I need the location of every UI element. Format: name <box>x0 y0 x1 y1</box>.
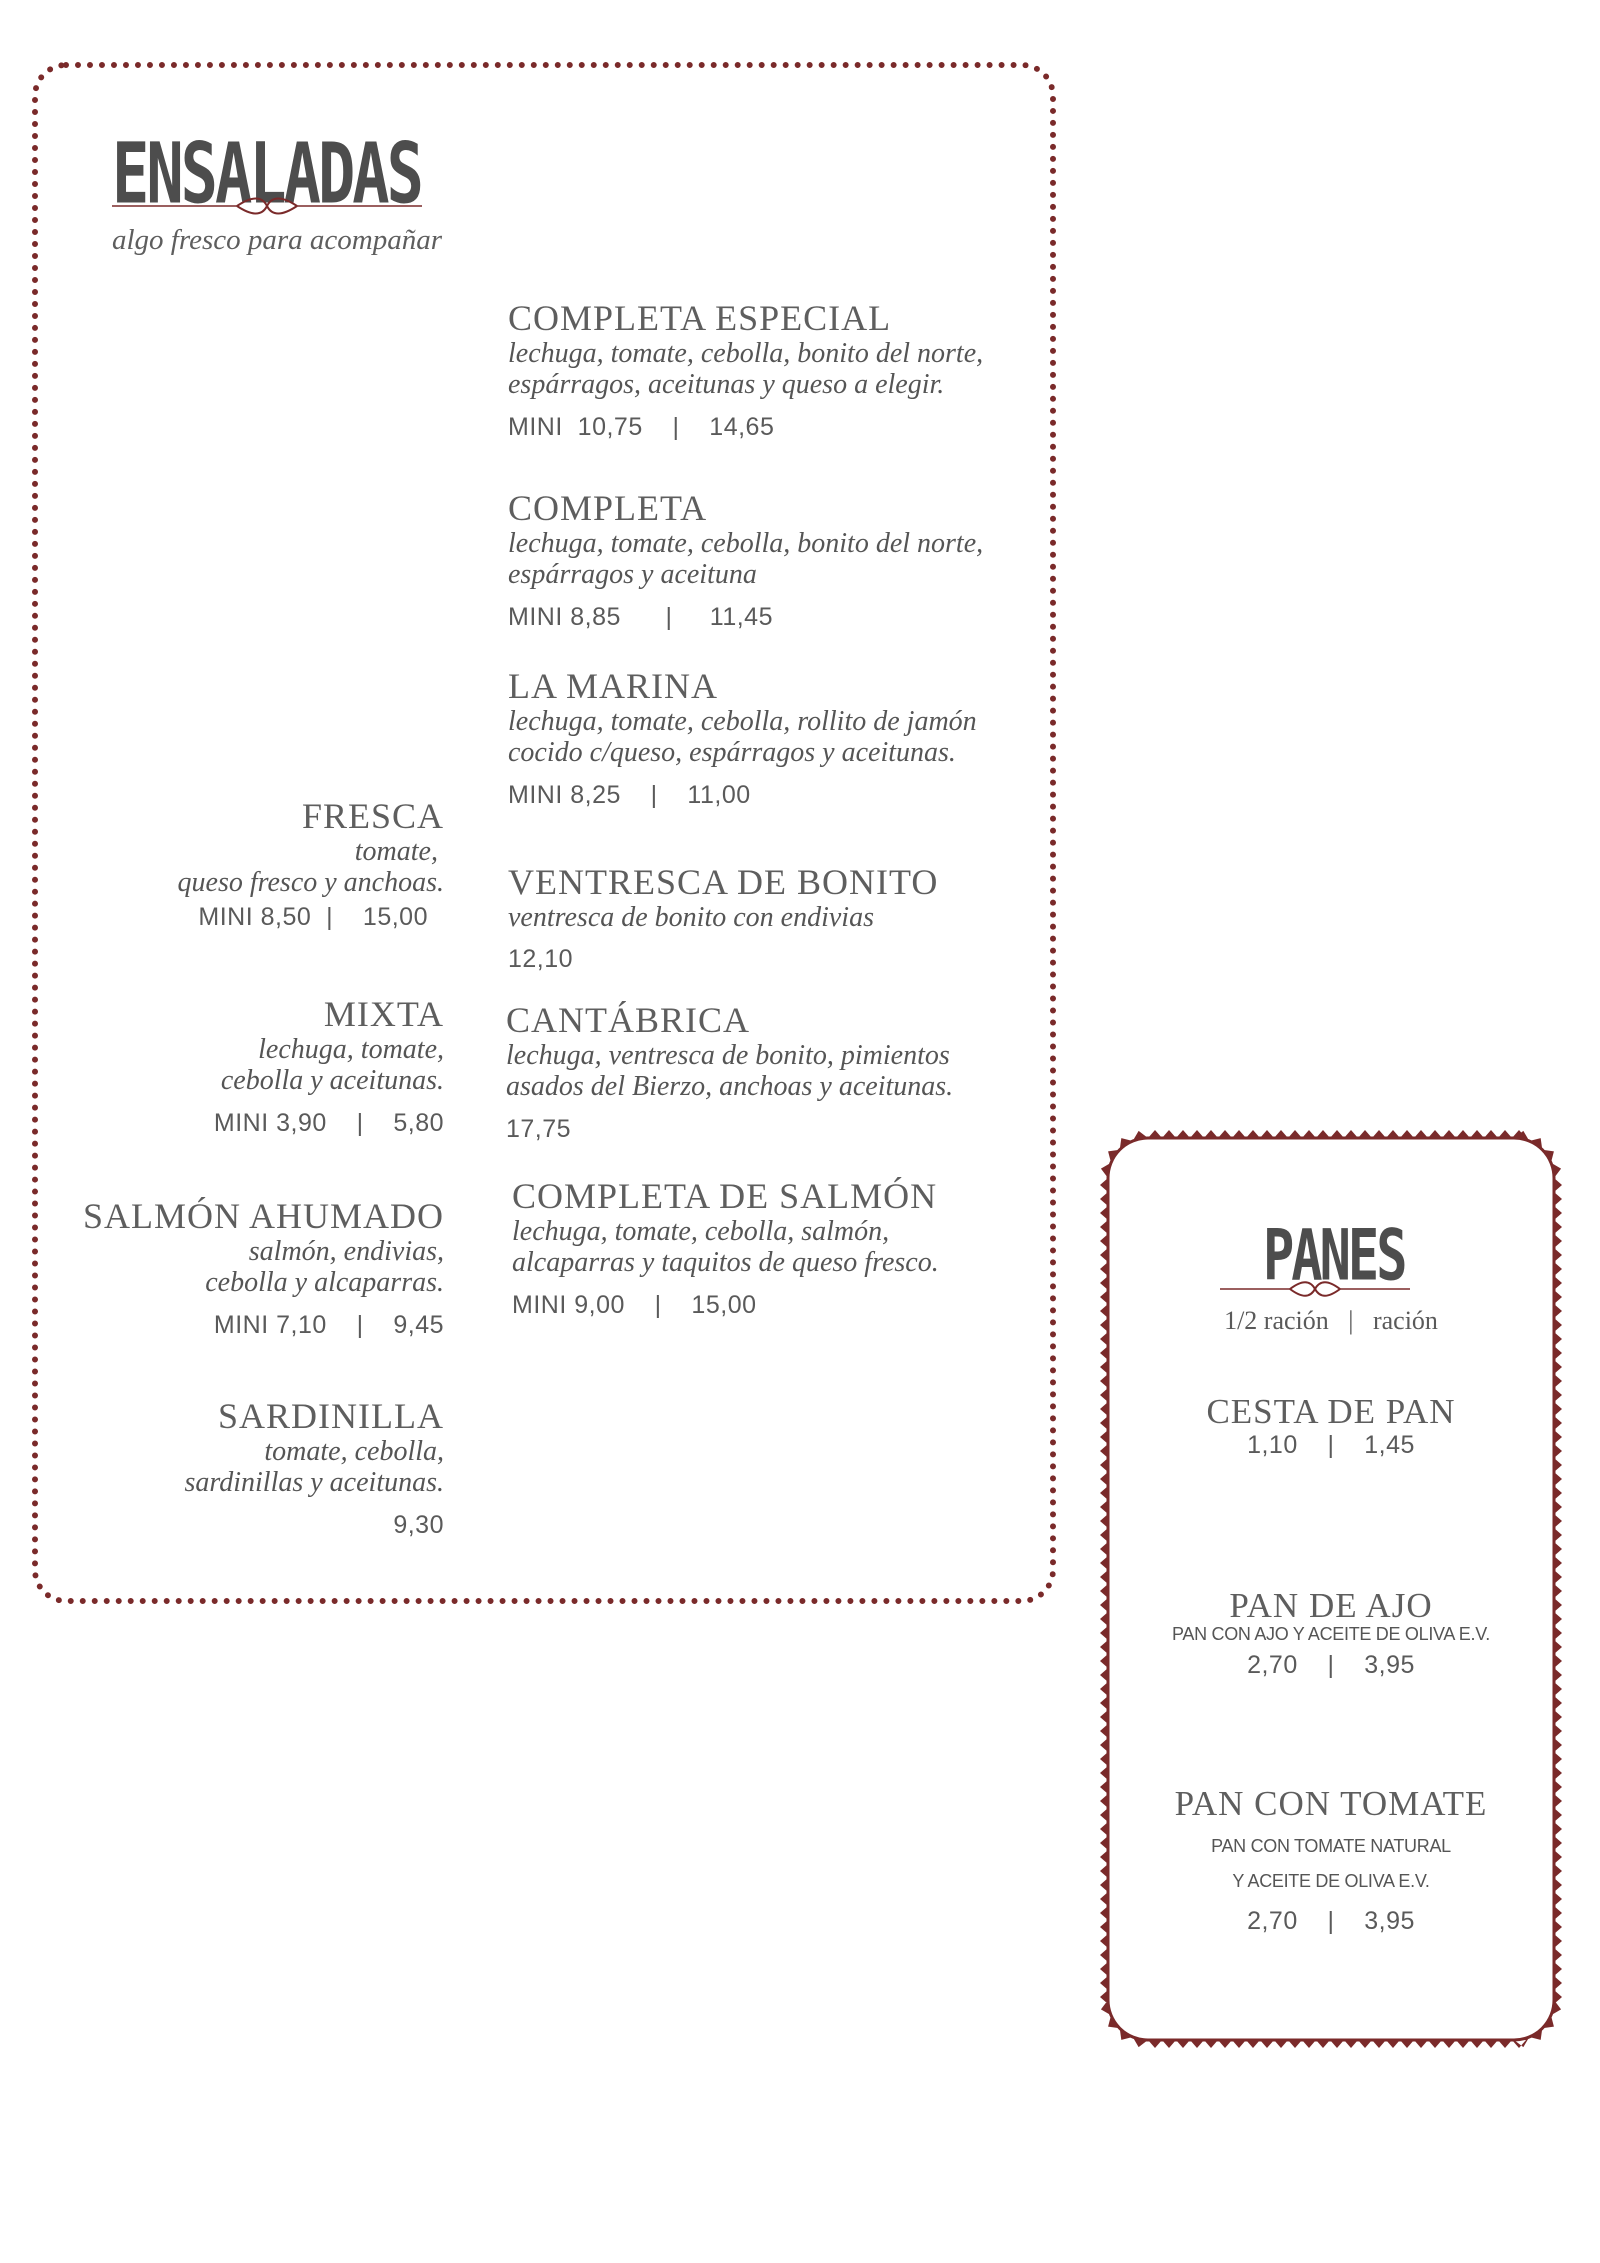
item-name: PAN CON TOMATE <box>1174 1784 1488 1823</box>
item-price: MINI 10,75 | 14,65 <box>508 412 775 441</box>
panes-price-header: 1/2 ración | ración <box>1224 1306 1438 1335</box>
panes-title: PANES <box>1263 1216 1405 1297</box>
item-price: MINI 8,85 | 11,45 <box>508 602 773 631</box>
ensaladas-title: ENSALADAS <box>112 124 421 223</box>
item-description: ventresca de bonito con endivias <box>508 901 874 933</box>
item-description: tomate, cebolla, <box>264 1435 444 1467</box>
item-price: 9,30 <box>393 1510 444 1539</box>
item-name: VENTRESCA DE BONITO <box>508 862 939 902</box>
menu-item-salmon-ahumado <box>40 1198 444 1340</box>
item-name: SALMÓN AHUMADO <box>82 1196 444 1236</box>
item-description: PAN CON AJO Y ACEITE DE OLIVA E.V. <box>1172 1623 1490 1644</box>
item-description: lechuga, tomate, <box>258 1033 444 1065</box>
item-price: 17,75 <box>506 1114 572 1143</box>
menu-item-sardinilla <box>80 1398 444 1540</box>
item-description: PAN CON TOMATE NATURAL <box>1211 1835 1451 1856</box>
menu-item-fresca <box>80 798 444 932</box>
item-price: 2,70 | 3,95 <box>1247 1906 1415 1935</box>
item-description: cebolla y aceitunas. <box>220 1065 444 1097</box>
item-name: PAN DE AJO <box>1229 1586 1433 1625</box>
item-name: MIXTA <box>323 994 444 1034</box>
menu-item-ventresca-de-bonito <box>508 864 1028 974</box>
menu-item-la-marina <box>508 668 1008 810</box>
item-description: lechuga, tomate, cebolla, bonito del norte, espárragos, aceitunas y queso a elegir. <box>508 337 984 401</box>
item-price: 2,70 | 3,95 <box>1247 1650 1415 1679</box>
item-price: MINI 7,10 | 9,45 <box>213 1310 444 1339</box>
menu-item-completa-de-salmon <box>512 1178 962 1320</box>
item-name: CANTÁBRICA <box>506 1000 751 1040</box>
item-name: FRESCA <box>301 796 444 836</box>
item-description: Y ACEITE DE OLIVA E.V. <box>1232 1870 1430 1891</box>
ensaladas-subtitle: algo fresco para acompañar <box>112 224 442 256</box>
item-description: sardinillas y aceitunas. <box>184 1467 444 1499</box>
item-price: MINI 8,50 | 15,00 <box>198 902 428 931</box>
item-name: COMPLETA <box>508 488 708 528</box>
item-name: LA MARINA <box>508 666 719 706</box>
menu-item-pan-con-tomate <box>1140 1786 1522 1936</box>
menu-item-cantabrica <box>506 1002 986 1144</box>
item-name: SARDINILLA <box>218 1396 444 1436</box>
menu-item-cesta-de-pan <box>1140 1394 1522 1460</box>
menu-item-mixta <box>80 996 444 1138</box>
item-description: lechuga, tomate, cebolla, salmón, alcaparras y taquitos de queso fresco. <box>512 1215 939 1279</box>
item-price: MINI 3,90 | 5,80 <box>213 1108 444 1137</box>
menu-item-completa <box>508 490 1028 632</box>
panes-flourish <box>1220 1280 1410 1298</box>
item-description: cebolla y alcaparras. <box>205 1267 444 1299</box>
menu-item-pan-de-ajo <box>1140 1588 1522 1680</box>
item-description: tomate, <box>354 835 438 867</box>
item-price: MINI 9,00 | 15,00 <box>512 1290 757 1319</box>
ensaladas-flourish <box>112 196 422 216</box>
item-name: COMPLETA DE SALMÓN <box>512 1176 938 1216</box>
item-description: lechuga, ventresca de bonito, pimientos asados del Bierzo, anchoas y aceitunas. <box>506 1039 954 1103</box>
item-name: CESTA DE PAN <box>1206 1392 1456 1431</box>
item-description: salmón, endivias, <box>248 1235 444 1267</box>
item-price: 1,10 | 1,45 <box>1247 1430 1415 1459</box>
item-price: 12,10 <box>508 945 574 974</box>
menu-item-completa-especial <box>508 300 1028 442</box>
item-description: queso fresco y anchoas. <box>177 867 444 899</box>
item-description: lechuga, tomate, cebolla, bonito del norte, espárragos y aceituna <box>508 527 984 591</box>
item-description: lechuga, tomate, cebolla, rollito de jamón cocido c/queso, espárragos y aceitunas. <box>508 705 977 769</box>
item-name: COMPLETA ESPECIAL <box>508 298 892 338</box>
item-price: MINI 8,25 | 11,00 <box>508 780 751 809</box>
